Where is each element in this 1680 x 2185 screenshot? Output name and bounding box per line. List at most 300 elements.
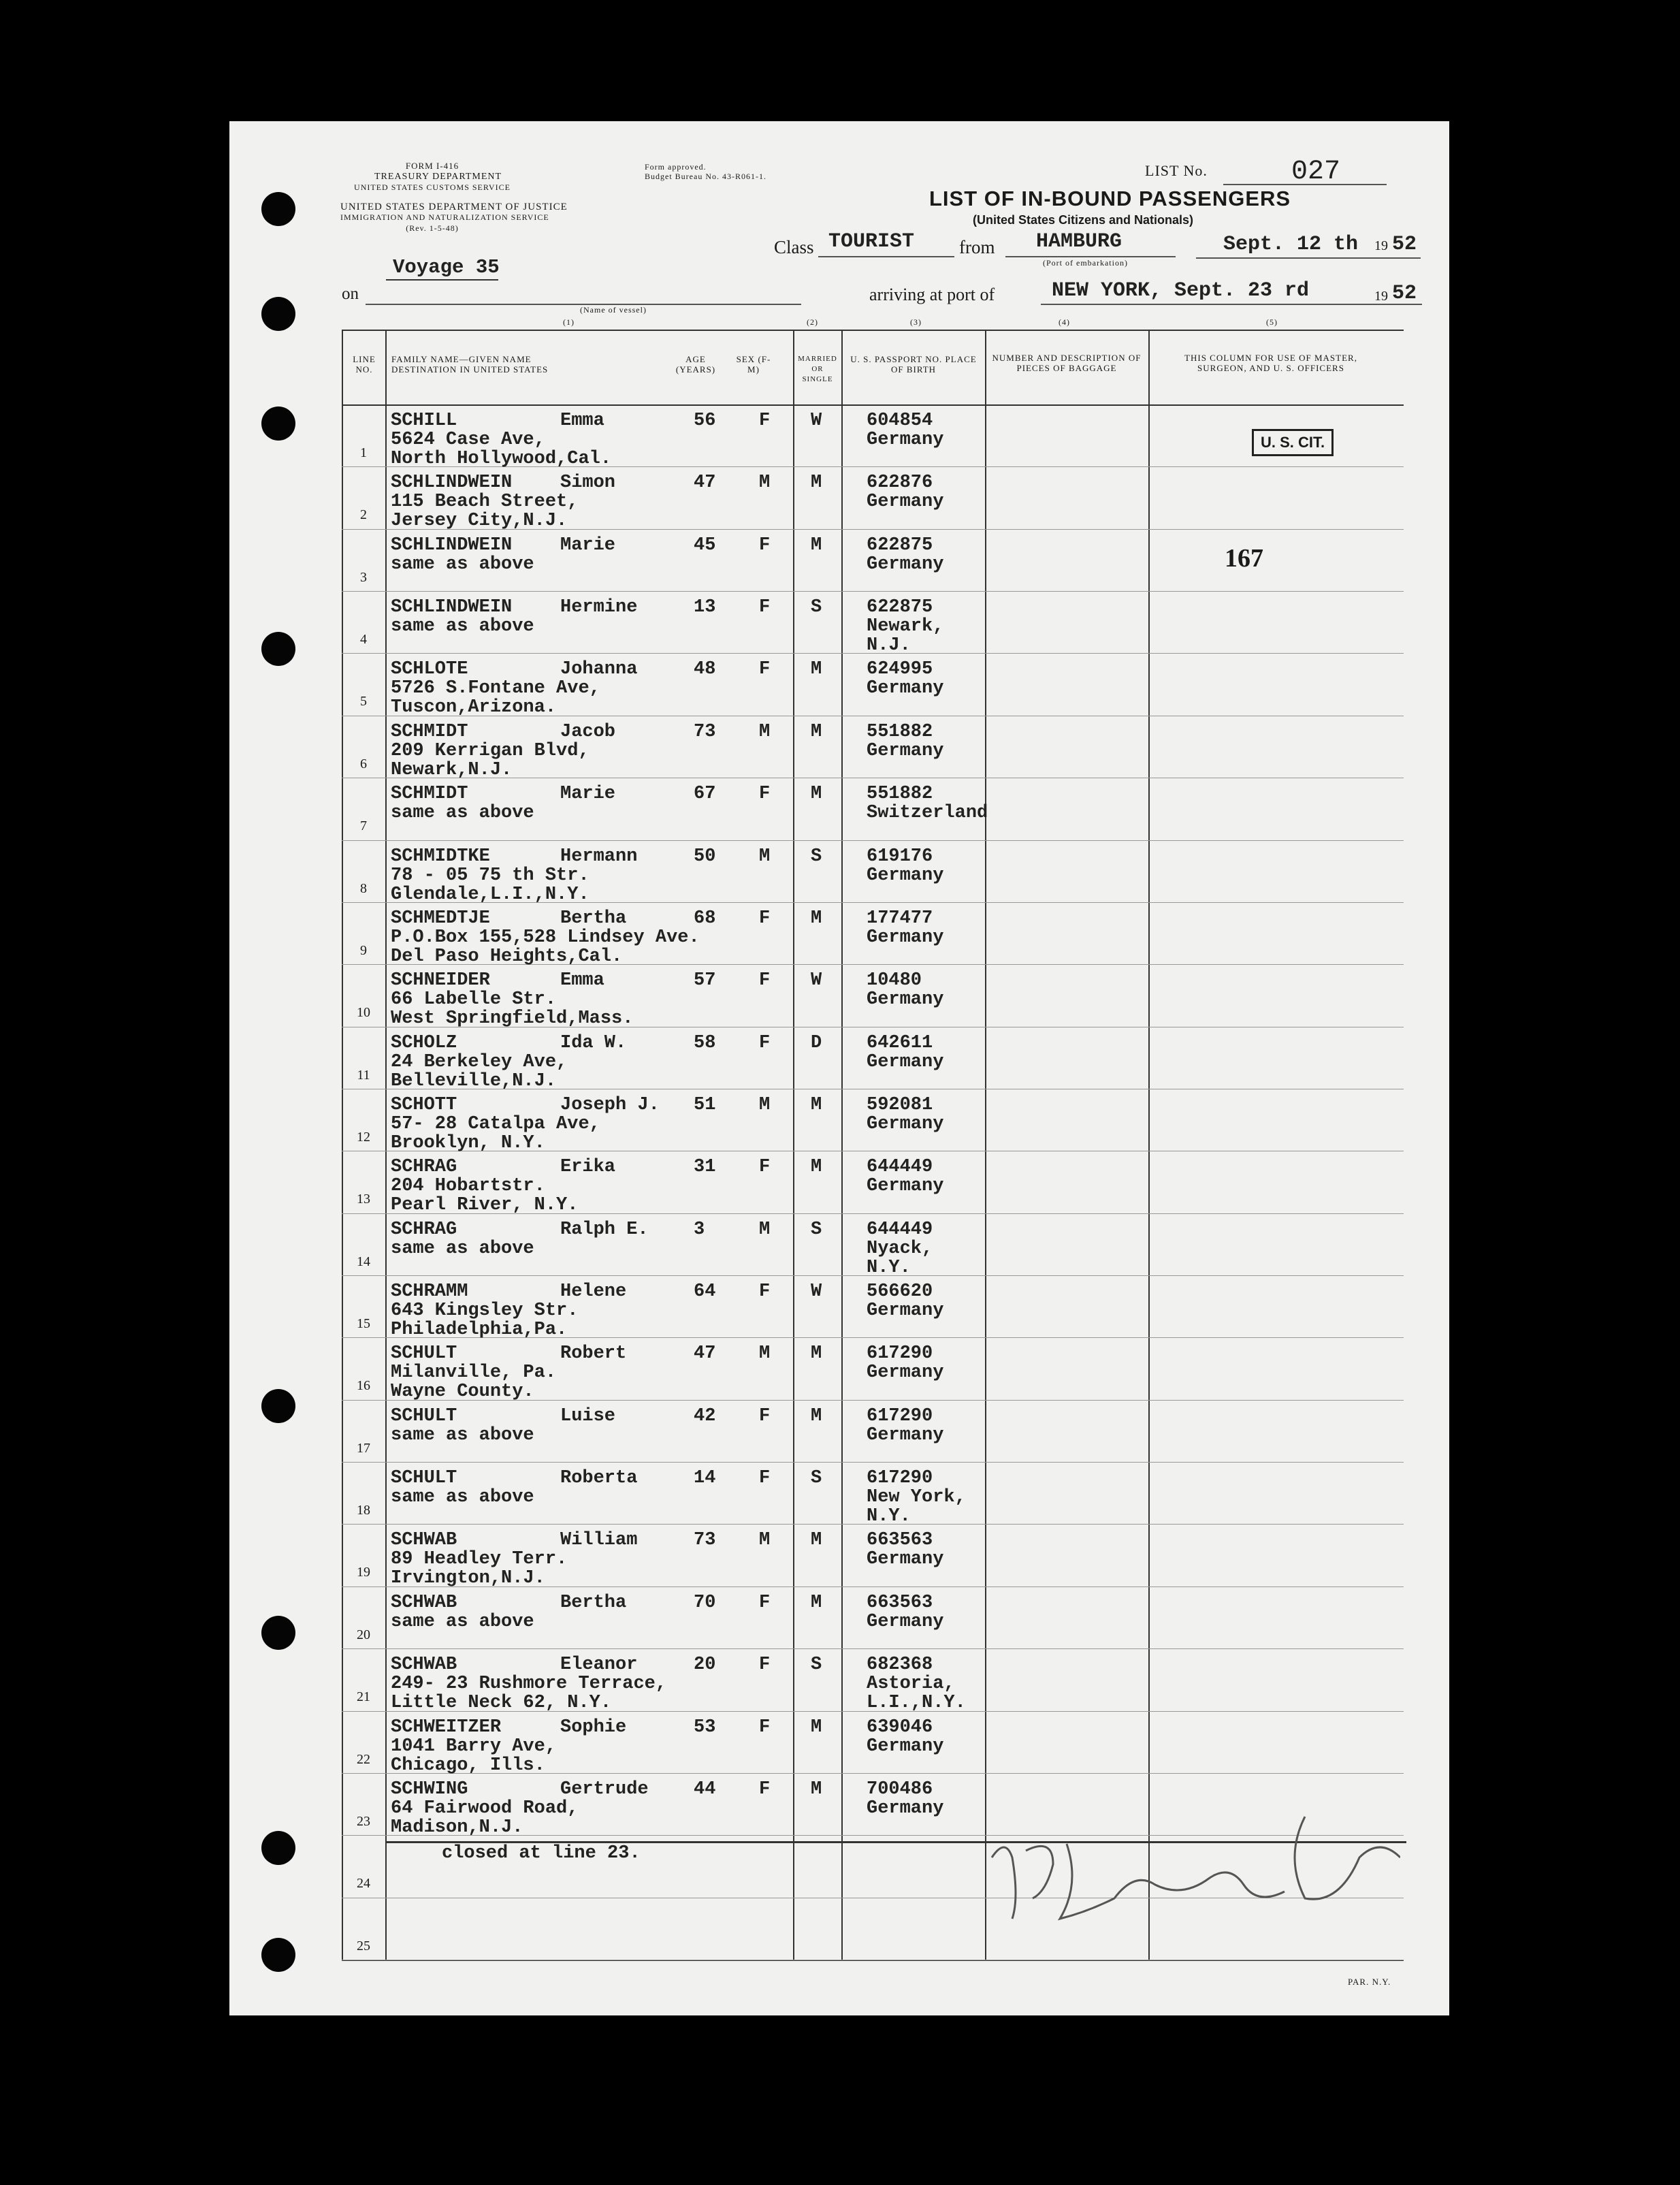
column-rule bbox=[841, 330, 843, 1960]
destination-line-2: Chicago, Ills. bbox=[391, 1755, 545, 1776]
marital-status: M bbox=[811, 721, 822, 742]
destination-line-2: Belleville,N.J. bbox=[391, 1070, 557, 1091]
line-number: 16 bbox=[357, 1378, 370, 1394]
list-number: 027 bbox=[1291, 157, 1341, 187]
class-value: TOURIST bbox=[828, 230, 915, 253]
birthplace-line-1: Switzerland bbox=[867, 803, 988, 824]
passport-number: 592081 bbox=[867, 1094, 933, 1115]
age-value: 67 bbox=[694, 784, 716, 805]
age-value: 70 bbox=[694, 1592, 716, 1613]
birthplace-line-1: Germany bbox=[867, 989, 944, 1010]
family-name: SCHRAMM bbox=[391, 1281, 468, 1303]
destination-line-1: P.O.Box 155,528 Lindsey Ave. bbox=[391, 927, 700, 948]
destination-line-1: 24 Berkeley Ave, bbox=[391, 1051, 568, 1072]
given-name: Ralph E. bbox=[560, 1219, 649, 1240]
family-name: SCHWEITZER bbox=[391, 1717, 502, 1738]
family-name: SCHMIDT bbox=[391, 784, 468, 805]
line-number: 14 bbox=[357, 1254, 370, 1269]
sex-value: M bbox=[759, 846, 771, 867]
arrival-port-date: NEW YORK, Sept. 23 rd bbox=[1052, 279, 1310, 302]
printer-mark: PAR. N.Y. bbox=[1348, 1977, 1391, 1987]
given-name: Roberta bbox=[560, 1468, 638, 1489]
birthplace-line-1: Germany bbox=[867, 1362, 944, 1384]
passport-number: 604854 bbox=[867, 411, 933, 431]
class-rule bbox=[818, 256, 954, 257]
age-value: 53 bbox=[694, 1717, 716, 1738]
family-name: SCHWAB bbox=[391, 1530, 457, 1551]
age-value: 56 bbox=[694, 411, 716, 431]
birthplace-line-2: L.I.,N.Y. bbox=[867, 1693, 966, 1714]
passport-number: 663563 bbox=[867, 1530, 933, 1551]
document-subtitle: (United States Citizens and Nationals) bbox=[973, 213, 1194, 227]
header-age: AGE (YEARS) bbox=[675, 354, 716, 374]
sex-value: F bbox=[759, 908, 771, 929]
destination-line-1: 89 Headley Terr. bbox=[391, 1549, 568, 1570]
line-number: 3 bbox=[360, 569, 367, 585]
arriving-label: arriving at port of bbox=[869, 285, 995, 304]
sex-value: M bbox=[759, 1530, 771, 1551]
binder-hole bbox=[261, 297, 295, 331]
class-label: Class bbox=[774, 237, 814, 257]
birthplace-line-2: N.Y. bbox=[867, 1506, 911, 1527]
passport-number: 617290 bbox=[867, 1343, 933, 1365]
line-number: 5 bbox=[360, 694, 367, 709]
given-name: Robert bbox=[560, 1343, 627, 1365]
officer-count-note: 167 bbox=[1225, 544, 1263, 573]
destination-line-2: Brooklyn, N.Y. bbox=[391, 1132, 545, 1153]
destination-line-1: 209 Kerrigan Blvd, bbox=[391, 740, 589, 761]
age-value: 68 bbox=[694, 908, 716, 929]
header-line-no: LINE NO. bbox=[353, 354, 376, 374]
passport-number: 700486 bbox=[867, 1779, 933, 1800]
family-name: SCHMEDTJE bbox=[391, 908, 490, 929]
passport-number: 177477 bbox=[867, 908, 933, 929]
line-number: 10 bbox=[357, 1005, 370, 1021]
destination-line-2: Pearl River, N.Y. bbox=[391, 1195, 579, 1216]
marital-status: W bbox=[811, 1281, 822, 1303]
given-name: Marie bbox=[560, 784, 616, 805]
marital-status: M bbox=[811, 1717, 822, 1738]
birthplace-line-1: Germany bbox=[867, 430, 944, 450]
binder-hole bbox=[261, 406, 295, 441]
sex-value: F bbox=[759, 1592, 771, 1613]
arrival-rule bbox=[1041, 304, 1422, 305]
birthplace-line-1: Germany bbox=[867, 1611, 944, 1632]
destination-line-1: same as above bbox=[391, 803, 534, 824]
destination-line-1: 115 Beach Street, bbox=[391, 492, 579, 513]
birthplace-line-1: Germany bbox=[867, 1549, 944, 1570]
destination-line-1: 643 Kingsley Str. bbox=[391, 1301, 579, 1322]
birthplace-line-1: Germany bbox=[867, 1424, 944, 1446]
age-value: 73 bbox=[694, 721, 716, 742]
family-name: SCHULT bbox=[391, 1468, 457, 1489]
column-marker: (1) bbox=[563, 317, 575, 327]
given-name: Bertha bbox=[560, 908, 627, 929]
closing-note: closed at line 23. bbox=[442, 1843, 641, 1864]
marital-status: M bbox=[811, 1157, 822, 1178]
column-rule bbox=[385, 330, 387, 1960]
from-rule bbox=[1005, 256, 1176, 257]
destination-line-1: 78 - 05 75 th Str. bbox=[391, 865, 589, 886]
destination-line-1: same as above bbox=[391, 1238, 534, 1259]
table-border-left bbox=[342, 330, 343, 1960]
family-name: SCHWING bbox=[391, 1779, 468, 1800]
birthplace-line-1: Germany bbox=[867, 678, 944, 699]
row-rule bbox=[342, 1648, 1404, 1649]
document-title: LIST OF IN-BOUND PASSENGERS bbox=[929, 187, 1291, 210]
binder-hole bbox=[261, 1938, 295, 1972]
row-rule bbox=[342, 591, 1404, 592]
column-marker: (3) bbox=[910, 317, 922, 327]
line-number: 20 bbox=[357, 1627, 370, 1642]
birthplace-line-1: Germany bbox=[867, 1798, 944, 1819]
age-value: 13 bbox=[694, 597, 716, 618]
destination-line-2: Madison,N.J. bbox=[391, 1817, 523, 1838]
sex-value: F bbox=[759, 1032, 771, 1053]
destination-line-2: Glendale,L.I.,N.Y. bbox=[391, 884, 589, 905]
arrival-year: 52 bbox=[1392, 282, 1417, 305]
header-name-destination: FAMILY NAME—GIVEN NAME DESTINATION IN UNITED STATES bbox=[391, 354, 549, 374]
form-approved: Form approved. bbox=[645, 162, 707, 172]
destination-line-1: Milanville, Pa. bbox=[391, 1362, 557, 1384]
line-number: 7 bbox=[360, 818, 367, 834]
header-married-single: MARRIED OR SINGLE bbox=[798, 355, 837, 383]
given-name: Simon bbox=[560, 473, 616, 494]
given-name: Joseph J. bbox=[560, 1094, 660, 1115]
family-name: SCHULT bbox=[391, 1405, 457, 1426]
form-revision: (Rev. 1-5-48) bbox=[406, 223, 459, 233]
marital-status: M bbox=[811, 1343, 822, 1365]
marital-status: S bbox=[811, 846, 822, 867]
date-rule bbox=[1196, 257, 1421, 259]
header-bottom-rule bbox=[342, 404, 1404, 406]
list-number-rule bbox=[1223, 184, 1387, 185]
age-value: 58 bbox=[694, 1032, 716, 1053]
age-value: 44 bbox=[694, 1779, 716, 1800]
marital-status: S bbox=[811, 1655, 822, 1676]
family-name: SCHMIDTKE bbox=[391, 846, 490, 867]
passport-number: 566620 bbox=[867, 1281, 933, 1303]
row-rule bbox=[342, 1462, 1404, 1463]
family-name: SCHULT bbox=[391, 1343, 457, 1365]
destination-line-1: 66 Labelle Str. bbox=[391, 989, 557, 1010]
passport-number: 622876 bbox=[867, 473, 933, 494]
justice-department: UNITED STATES DEPARTMENT OF JUSTICE bbox=[340, 202, 568, 212]
line-number: 9 bbox=[360, 942, 367, 958]
line-number: 4 bbox=[360, 632, 367, 648]
line-number: 11 bbox=[357, 1067, 370, 1083]
sex-value: F bbox=[759, 784, 771, 805]
family-name: SCHLOTE bbox=[391, 659, 468, 680]
binder-hole bbox=[261, 192, 295, 226]
marital-status: M bbox=[811, 659, 822, 680]
destination-line-1: 249- 23 Rushmore Terrace, bbox=[391, 1674, 667, 1695]
line-number: 6 bbox=[360, 756, 367, 771]
departure-date: Sept. 12 th bbox=[1223, 233, 1359, 256]
marital-status: W bbox=[811, 970, 822, 991]
line-number: 17 bbox=[357, 1440, 370, 1456]
line-number: 24 bbox=[357, 1876, 370, 1892]
sex-value: F bbox=[759, 1779, 771, 1800]
departure-year: 52 bbox=[1392, 233, 1417, 256]
port-of-embarkation: HAMBURG bbox=[1036, 230, 1122, 253]
marital-status: M bbox=[811, 1405, 822, 1426]
sex-value: F bbox=[759, 535, 771, 556]
destination-line-1: 64 Fairwood Road, bbox=[391, 1798, 579, 1819]
given-name: Ida W. bbox=[560, 1032, 627, 1053]
from-label: from bbox=[959, 237, 995, 257]
age-value: 42 bbox=[694, 1405, 716, 1426]
destination-line-2: Del Paso Heights,Cal. bbox=[391, 946, 623, 967]
marital-status: M bbox=[811, 1530, 822, 1551]
destination-line-1: same as above bbox=[391, 554, 534, 575]
destination-line-2: Philadelphia,Pa. bbox=[391, 1320, 568, 1341]
passport-number: 644449 bbox=[867, 1219, 933, 1240]
age-value: 64 bbox=[694, 1281, 716, 1303]
destination-line-1: 5624 Case Ave, bbox=[391, 430, 545, 450]
birthplace-line-1: Germany bbox=[867, 865, 944, 886]
given-name: Jacob bbox=[560, 721, 616, 742]
passport-number: 624995 bbox=[867, 659, 933, 680]
passport-number: 682368 bbox=[867, 1655, 933, 1676]
passport-number: 619176 bbox=[867, 846, 933, 867]
age-value: 50 bbox=[694, 846, 716, 867]
family-name: SCHLINDWEIN bbox=[391, 473, 513, 494]
given-name: Luise bbox=[560, 1405, 616, 1426]
sex-value: F bbox=[759, 659, 771, 680]
binder-hole bbox=[261, 1831, 295, 1865]
year-prefix-arrival: 19 bbox=[1374, 289, 1388, 304]
sex-value: F bbox=[759, 597, 771, 618]
destination-line-2: Wayne County. bbox=[391, 1382, 534, 1403]
column-rule bbox=[1148, 330, 1150, 1960]
destination-line-1: same as above bbox=[391, 616, 534, 637]
marital-status: M bbox=[811, 1094, 822, 1115]
given-name: William bbox=[560, 1530, 638, 1551]
passport-number: 663563 bbox=[867, 1592, 933, 1613]
birthplace-line-1: Germany bbox=[867, 927, 944, 948]
sex-value: M bbox=[759, 473, 771, 494]
marital-status: M bbox=[811, 1592, 822, 1613]
line-number: 23 bbox=[357, 1813, 370, 1829]
sex-value: F bbox=[759, 1281, 771, 1303]
sex-value: F bbox=[759, 1405, 771, 1426]
vessel-caption: (Name of vessel) bbox=[580, 305, 647, 315]
destination-line-1: 1041 Barry Ave, bbox=[391, 1736, 557, 1757]
given-name: Marie bbox=[560, 535, 616, 556]
marital-status: M bbox=[811, 908, 822, 929]
column-rule bbox=[985, 330, 986, 1960]
marital-status: M bbox=[811, 1779, 822, 1800]
row-rule bbox=[342, 840, 1404, 841]
destination-line-2: Little Neck 62, N.Y. bbox=[391, 1693, 612, 1714]
family-name: SCHRAG bbox=[391, 1219, 457, 1240]
destination-line-2: Newark,N.J. bbox=[391, 759, 513, 780]
age-value: 45 bbox=[694, 535, 716, 556]
form-number: FORM I-416 bbox=[405, 161, 459, 171]
line-number: 19 bbox=[357, 1565, 370, 1580]
age-value: 3 bbox=[694, 1219, 705, 1240]
binder-hole bbox=[261, 1389, 295, 1423]
line-number: 15 bbox=[357, 1316, 370, 1332]
passport-number: 551882 bbox=[867, 784, 933, 805]
sex-value: F bbox=[759, 1717, 771, 1738]
family-name: SCHWAB bbox=[391, 1592, 457, 1613]
line-number: 22 bbox=[357, 1751, 370, 1767]
marital-status: M bbox=[811, 535, 822, 556]
family-name: SCHMIDT bbox=[391, 721, 468, 742]
line-number: 13 bbox=[357, 1192, 370, 1207]
header-sex: SEX (F-M) bbox=[736, 354, 771, 374]
given-name: Sophie bbox=[560, 1717, 627, 1738]
given-name: Hermine bbox=[560, 597, 638, 618]
passport-number: 617290 bbox=[867, 1468, 933, 1489]
binder-hole bbox=[261, 1616, 295, 1650]
birthplace-line-1: Astoria, bbox=[867, 1674, 955, 1695]
passport-number: 642611 bbox=[867, 1032, 933, 1053]
family-name: SCHLINDWEIN bbox=[391, 535, 513, 556]
header-passport-birthplace: U. S. PASSPORT NO. PLACE OF BIRTH bbox=[850, 354, 977, 374]
vessel-name: Voyage 35 bbox=[393, 256, 500, 278]
table-top-rule bbox=[342, 330, 1404, 331]
age-value: 51 bbox=[694, 1094, 716, 1115]
sex-value: F bbox=[759, 411, 771, 431]
birthplace-line-1: Germany bbox=[867, 740, 944, 761]
given-name: Erika bbox=[560, 1157, 616, 1178]
destination-line-1: 57- 28 Catalpa Ave, bbox=[391, 1113, 600, 1134]
given-name: Johanna bbox=[560, 659, 638, 680]
age-value: 73 bbox=[694, 1530, 716, 1551]
family-name: SCHLINDWEIN bbox=[391, 597, 513, 618]
passport-number: 622875 bbox=[867, 597, 933, 618]
age-value: 47 bbox=[694, 1343, 716, 1365]
passport-number: 644449 bbox=[867, 1157, 933, 1178]
treasury-department: TREASURY DEPARTMENT bbox=[374, 172, 502, 182]
birthplace-line-1: Germany bbox=[867, 1301, 944, 1322]
on-label: on bbox=[342, 285, 359, 303]
sex-value: F bbox=[759, 1468, 771, 1489]
sex-value: F bbox=[759, 970, 771, 991]
given-name: Bertha bbox=[560, 1592, 627, 1613]
sex-value: F bbox=[759, 1157, 771, 1178]
sex-value: M bbox=[759, 1094, 771, 1115]
age-value: 31 bbox=[694, 1157, 716, 1178]
marital-status: D bbox=[811, 1032, 822, 1053]
customs-service: UNITED STATES CUSTOMS SERVICE bbox=[354, 182, 511, 192]
year-prefix: 19 bbox=[1374, 238, 1388, 253]
given-name: Gertrude bbox=[560, 1779, 649, 1800]
column-marker: (5) bbox=[1266, 317, 1278, 327]
destination-line-2: Irvington,N.J. bbox=[391, 1568, 545, 1589]
birthplace-line-2: N.Y. bbox=[867, 1257, 911, 1278]
age-value: 20 bbox=[694, 1655, 716, 1676]
binder-hole bbox=[261, 632, 295, 666]
destination-line-1: same as above bbox=[391, 1611, 534, 1632]
destination-line-2: North Hollywood,Cal. bbox=[391, 449, 612, 469]
given-name: Helene bbox=[560, 1281, 627, 1303]
line-number: 8 bbox=[360, 880, 367, 896]
passport-number: 622875 bbox=[867, 535, 933, 556]
birthplace-line-1: Newark, bbox=[867, 616, 944, 637]
birthplace-line-1: Germany bbox=[867, 492, 944, 513]
immigration-service: IMMIGRATION AND NATURALIZATION SERVICE bbox=[340, 212, 549, 222]
given-name: Hermann bbox=[560, 846, 638, 867]
column-marker: (2) bbox=[807, 317, 818, 327]
marital-status: S bbox=[811, 1219, 822, 1240]
birthplace-line-2: N.J. bbox=[867, 635, 911, 656]
sex-value: M bbox=[759, 721, 771, 742]
given-name: Emma bbox=[560, 970, 604, 991]
manifest-sheet bbox=[229, 121, 1449, 2015]
marital-status: S bbox=[811, 1468, 822, 1489]
sex-value: M bbox=[759, 1219, 771, 1240]
destination-line-1: 204 Hobartstr. bbox=[391, 1176, 545, 1197]
port-caption: (Port of embarkation) bbox=[1043, 258, 1128, 268]
vessel-underline bbox=[386, 279, 498, 281]
header-baggage: NUMBER AND DESCRIPTION OF PIECES OF BAGGAGE bbox=[992, 353, 1142, 373]
passport-number: 10480 bbox=[867, 970, 922, 991]
family-name: SCHOTT bbox=[391, 1094, 457, 1115]
birthplace-line-1: Germany bbox=[867, 1736, 944, 1757]
birthplace-line-1: Germany bbox=[867, 1176, 944, 1197]
line-number: 18 bbox=[357, 1503, 370, 1518]
birthplace-line-1: New York, bbox=[867, 1487, 966, 1508]
destination-line-2: Tuscon,Arizona. bbox=[391, 697, 557, 718]
marital-status: W bbox=[811, 411, 822, 431]
passport-number: 639046 bbox=[867, 1717, 933, 1738]
line-number: 21 bbox=[357, 1689, 370, 1705]
family-name: SCHWAB bbox=[391, 1655, 457, 1676]
us-citizen-stamp: U. S. CIT. bbox=[1252, 429, 1334, 456]
header-officers-column: THIS COLUMN FOR USE OF MASTER, SURGEON, AND U. S. OFFICERS bbox=[1184, 353, 1357, 373]
sex-value: F bbox=[759, 1655, 771, 1676]
passport-number: 551882 bbox=[867, 721, 933, 742]
family-name: SCHOLZ bbox=[391, 1032, 457, 1053]
age-value: 48 bbox=[694, 659, 716, 680]
birthplace-line-1: Germany bbox=[867, 554, 944, 575]
age-value: 14 bbox=[694, 1468, 716, 1489]
given-name: Emma bbox=[560, 411, 604, 431]
line-number: 1 bbox=[360, 445, 367, 460]
line-number: 25 bbox=[357, 1938, 370, 1953]
column-marker: (4) bbox=[1059, 317, 1070, 327]
destination-line-2: West Springfield,Mass. bbox=[391, 1008, 634, 1030]
birthplace-line-1: Nyack, bbox=[867, 1238, 933, 1259]
birthplace-line-1: Germany bbox=[867, 1113, 944, 1134]
budget-bureau: Budget Bureau No. 43-R061-1. bbox=[645, 172, 766, 181]
passport-number: 617290 bbox=[867, 1405, 933, 1426]
family-name: SCHILL bbox=[391, 411, 457, 431]
family-name: SCHRAG bbox=[391, 1157, 457, 1178]
birthplace-line-1: Germany bbox=[867, 1051, 944, 1072]
handwritten-signature bbox=[978, 1803, 1400, 1939]
family-name: SCHNEIDER bbox=[391, 970, 490, 991]
list-number-label: LIST No. bbox=[1145, 162, 1208, 179]
destination-line-1: same as above bbox=[391, 1487, 534, 1508]
column-rule bbox=[793, 330, 794, 1960]
destination-line-2: Jersey City,N.J. bbox=[391, 511, 568, 532]
marital-status: M bbox=[811, 473, 822, 494]
marital-status: S bbox=[811, 597, 822, 618]
sex-value: M bbox=[759, 1343, 771, 1365]
age-value: 57 bbox=[694, 970, 716, 991]
age-value: 47 bbox=[694, 473, 716, 494]
given-name: Eleanor bbox=[560, 1655, 638, 1676]
line-number: 12 bbox=[357, 1129, 370, 1145]
destination-line-1: same as above bbox=[391, 1424, 534, 1446]
destination-line-1: 5726 S.Fontane Ave, bbox=[391, 678, 600, 699]
line-number: 2 bbox=[360, 507, 367, 523]
